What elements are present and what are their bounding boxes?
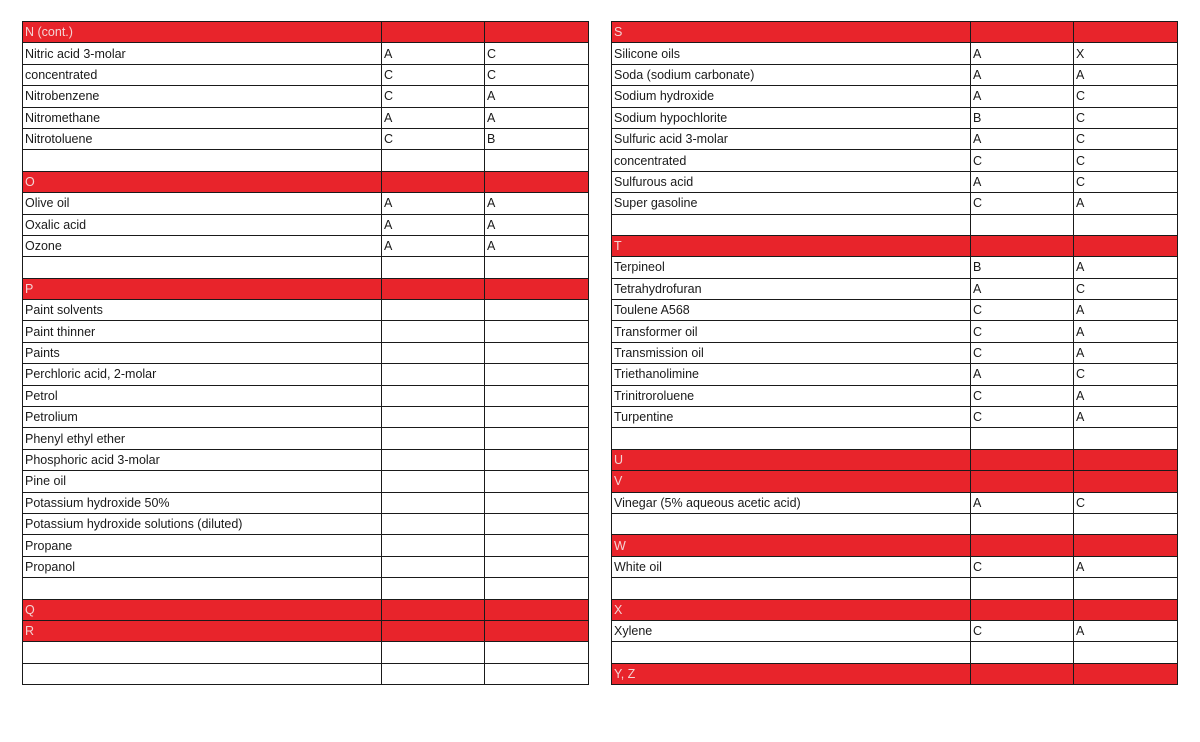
substance-cell: Propane [23,535,382,556]
rating-a-cell: A [971,278,1074,299]
table-row [23,257,589,278]
rating-a-cell: A [971,492,1074,513]
rating-b-cell: A [1074,385,1178,406]
rating-b-cell: B [485,128,589,149]
substance-cell: Ozone [23,235,382,256]
rating-b-cell: C [1074,150,1178,171]
substance-cell: Pine oil [23,471,382,492]
rating-b-cell: A [1074,321,1178,342]
table-row [23,193,589,214]
rating-a-cell [382,535,485,556]
rating-b-cell [485,342,589,363]
section-letter-cell: O [23,171,382,192]
rating-a-cell [382,385,485,406]
table-row [612,364,1178,385]
section-letter-cell: S [612,22,971,43]
section-header-row [612,449,1178,470]
section-header-row [612,663,1178,684]
substance-cell: Terpineol [612,257,971,278]
rating-a-cell [971,599,1074,620]
rating-b-cell [1074,235,1178,256]
substance-cell: Turpentine [612,407,971,428]
rating-a-cell [382,321,485,342]
substance-cell: Perchloric acid, 2-molar [23,364,382,385]
substance-cell: Propanol [23,556,382,577]
substance-cell [23,150,382,171]
rating-b-cell [485,300,589,321]
rating-a-cell [971,471,1074,492]
rating-b-cell [1074,663,1178,684]
rating-a-cell: A [971,86,1074,107]
rating-a-cell [382,342,485,363]
substance-cell [23,642,382,663]
rating-a-cell [382,364,485,385]
substance-cell [612,642,971,663]
table-row [23,150,589,171]
rating-a-cell [382,257,485,278]
rating-a-cell: C [971,385,1074,406]
rating-b-cell [485,513,589,534]
rating-a-cell [971,449,1074,470]
substance-cell: Nitromethane [23,107,382,128]
rating-b-cell: A [1074,257,1178,278]
rating-a-cell [971,642,1074,663]
table-row [23,535,589,556]
table-row [612,150,1178,171]
table-row [23,471,589,492]
rating-a-cell: C [971,620,1074,641]
rating-b-cell [1074,513,1178,534]
substance-cell: Sulfuric acid 3-molar [612,128,971,149]
table-row [23,300,589,321]
table-row [23,556,589,577]
table-row [612,86,1178,107]
rating-b-cell: X [1074,43,1178,64]
rating-b-cell [1074,535,1178,556]
substance-cell: Potassium hydroxide solutions (diluted) [23,513,382,534]
rating-a-cell [382,513,485,534]
substance-cell: Phenyl ethyl ether [23,428,382,449]
section-header-row [612,535,1178,556]
rating-a-cell: C [971,342,1074,363]
substance-cell [612,428,971,449]
rating-a-cell: A [382,235,485,256]
substance-cell [23,257,382,278]
rating-a-cell: C [971,150,1074,171]
substance-cell [612,513,971,534]
table-row [612,107,1178,128]
table-row [612,578,1178,599]
section-letter-cell: Y, Z [612,663,971,684]
table-row [23,492,589,513]
substance-cell: Triethanolimine [612,364,971,385]
rating-a-cell [971,663,1074,684]
substance-cell: Sulfurous acid [612,171,971,192]
table-row [23,364,589,385]
table-row [612,492,1178,513]
table-row [612,257,1178,278]
substance-cell: Nitric acid 3-molar [23,43,382,64]
rating-b-cell [1074,471,1178,492]
substance-cell: Transmission oil [612,342,971,363]
table-row [612,407,1178,428]
section-header-row [612,22,1178,43]
table-row [612,171,1178,192]
rating-a-cell: A [382,214,485,235]
rating-b-cell [485,578,589,599]
rating-b-cell [485,620,589,641]
rating-b-cell [485,364,589,385]
substance-cell: White oil [612,556,971,577]
rating-a-cell [382,663,485,684]
rating-a-cell: B [971,257,1074,278]
rating-b-cell [1074,578,1178,599]
table-row [612,342,1178,363]
section-letter-cell: V [612,471,971,492]
table-row [23,214,589,235]
substance-cell [23,663,382,684]
rating-a-cell [382,620,485,641]
section-letter-cell: X [612,599,971,620]
section-letter-cell: N (cont.) [23,22,382,43]
table-row [612,278,1178,299]
rating-b-cell: A [1074,64,1178,85]
table-row [23,86,589,107]
rating-b-cell [485,471,589,492]
table-row [612,43,1178,64]
rating-b-cell [485,556,589,577]
rating-b-cell: A [485,214,589,235]
table-row [612,513,1178,534]
table-row [23,663,589,684]
table-row [23,385,589,406]
rating-b-cell [485,663,589,684]
resistance-table-left [22,21,589,685]
table-row [23,449,589,470]
rating-b-cell: C [1074,364,1178,385]
section-letter-cell: R [23,620,382,641]
substance-cell: Oxalic acid [23,214,382,235]
rating-b-cell: A [485,235,589,256]
rating-a-cell: A [971,43,1074,64]
rating-b-cell [1074,642,1178,663]
rating-a-cell [382,492,485,513]
rating-b-cell [1074,599,1178,620]
table-row [612,385,1178,406]
table-row [23,235,589,256]
table-row [23,342,589,363]
rating-a-cell: C [971,193,1074,214]
rating-a-cell: C [971,407,1074,428]
substance-cell: Nitrotoluene [23,128,382,149]
rating-b-cell: A [1074,342,1178,363]
resistance-table-right [611,21,1178,685]
rating-a-cell [382,471,485,492]
rating-a-cell: A [971,64,1074,85]
section-letter-cell: P [23,278,382,299]
rating-b-cell: C [1074,171,1178,192]
rating-b-cell [485,428,589,449]
table-row [23,642,589,663]
rating-b-cell: A [1074,300,1178,321]
rating-a-cell [382,22,485,43]
rating-b-cell: A [1074,193,1178,214]
table-row [23,513,589,534]
table-row [612,64,1178,85]
rating-a-cell [382,171,485,192]
rating-a-cell: A [382,43,485,64]
rating-a-cell: C [382,86,485,107]
rating-b-cell: C [1074,86,1178,107]
rating-b-cell: C [1074,107,1178,128]
rating-b-cell [485,22,589,43]
rating-b-cell: C [1074,128,1178,149]
rating-b-cell [1074,428,1178,449]
rating-b-cell: A [1074,407,1178,428]
rating-b-cell: A [485,86,589,107]
rating-a-cell: C [971,321,1074,342]
substance-cell: Sodium hydroxide [612,86,971,107]
substance-cell [612,578,971,599]
rating-a-cell: A [382,193,485,214]
table-row [23,64,589,85]
rating-a-cell [382,642,485,663]
rating-a-cell [971,513,1074,534]
rating-a-cell [382,428,485,449]
table-row [612,556,1178,577]
table-row [612,620,1178,641]
substance-cell: Petrol [23,385,382,406]
substance-cell: Silicone oils [612,43,971,64]
section-header-row [23,278,589,299]
rating-a-cell [382,599,485,620]
rating-a-cell [971,22,1074,43]
substance-cell: Paint solvents [23,300,382,321]
rating-b-cell: A [1074,556,1178,577]
rating-b-cell [485,407,589,428]
rating-b-cell: C [485,43,589,64]
section-header-row [612,235,1178,256]
rating-b-cell [485,321,589,342]
rating-a-cell [971,535,1074,556]
table-row [612,214,1178,235]
rating-a-cell [971,578,1074,599]
rating-a-cell: A [971,128,1074,149]
table-row [612,642,1178,663]
rating-a-cell [382,578,485,599]
rating-a-cell: C [971,556,1074,577]
rating-a-cell [382,407,485,428]
rating-a-cell [971,214,1074,235]
rating-b-cell [485,150,589,171]
table-row [612,321,1178,342]
table-row [612,128,1178,149]
rating-a-cell: A [382,107,485,128]
substance-cell: Trinitroroluene [612,385,971,406]
substance-cell: Super gasoline [612,193,971,214]
section-header-row [23,620,589,641]
section-letter-cell: U [612,449,971,470]
table-row [23,107,589,128]
table-row [612,428,1178,449]
rating-b-cell: C [1074,278,1178,299]
rating-b-cell [485,535,589,556]
rating-a-cell [971,235,1074,256]
rating-b-cell [485,642,589,663]
rating-a-cell [971,428,1074,449]
section-letter-cell: T [612,235,971,256]
substance-cell: concentrated [23,64,382,85]
rating-a-cell [382,278,485,299]
rating-b-cell [485,171,589,192]
rating-b-cell: A [485,193,589,214]
table-row [23,578,589,599]
rating-b-cell [485,599,589,620]
rating-a-cell [382,556,485,577]
substance-cell: Tetrahydrofuran [612,278,971,299]
substance-cell: concentrated [612,150,971,171]
substance-cell: Paint thinner [23,321,382,342]
table-row [612,300,1178,321]
rating-b-cell [485,385,589,406]
rating-a-cell [382,449,485,470]
rating-b-cell [485,278,589,299]
rating-a-cell [382,150,485,171]
substance-cell: Vinegar (5% aqueous acetic acid) [612,492,971,513]
section-header-row [23,171,589,192]
rating-b-cell: A [1074,620,1178,641]
rating-b-cell [1074,22,1178,43]
rating-b-cell: C [1074,492,1178,513]
substance-cell: Toulene A568 [612,300,971,321]
rating-b-cell [1074,449,1178,470]
rating-a-cell: C [971,300,1074,321]
section-letter-cell: W [612,535,971,556]
substance-cell [612,214,971,235]
table-row [23,43,589,64]
substance-cell: Paints [23,342,382,363]
rating-a-cell [382,300,485,321]
substance-cell: Potassium hydroxide 50% [23,492,382,513]
substance-cell: Olive oil [23,193,382,214]
rating-a-cell: A [971,364,1074,385]
rating-a-cell: C [382,64,485,85]
rating-b-cell: C [485,64,589,85]
substance-cell: Xylene [612,620,971,641]
table-row [23,428,589,449]
table-row [23,407,589,428]
table-row [612,193,1178,214]
section-header-row [23,599,589,620]
table-row [23,321,589,342]
section-header-row [612,471,1178,492]
rating-b-cell [485,257,589,278]
rating-a-cell: A [971,171,1074,192]
section-header-row [23,22,589,43]
section-header-row [612,599,1178,620]
substance-cell: Soda (sodium carbonate) [612,64,971,85]
rating-a-cell: C [382,128,485,149]
substance-cell: Transformer oil [612,321,971,342]
substance-cell: Phosphoric acid 3-molar [23,449,382,470]
rating-b-cell: A [485,107,589,128]
table-row [23,128,589,149]
substance-cell: Sodium hypochlorite [612,107,971,128]
section-letter-cell: Q [23,599,382,620]
substance-cell [23,578,382,599]
rating-b-cell [1074,214,1178,235]
substance-cell: Petrolium [23,407,382,428]
rating-b-cell [485,492,589,513]
substance-cell: Nitrobenzene [23,86,382,107]
rating-b-cell [485,449,589,470]
rating-a-cell: B [971,107,1074,128]
